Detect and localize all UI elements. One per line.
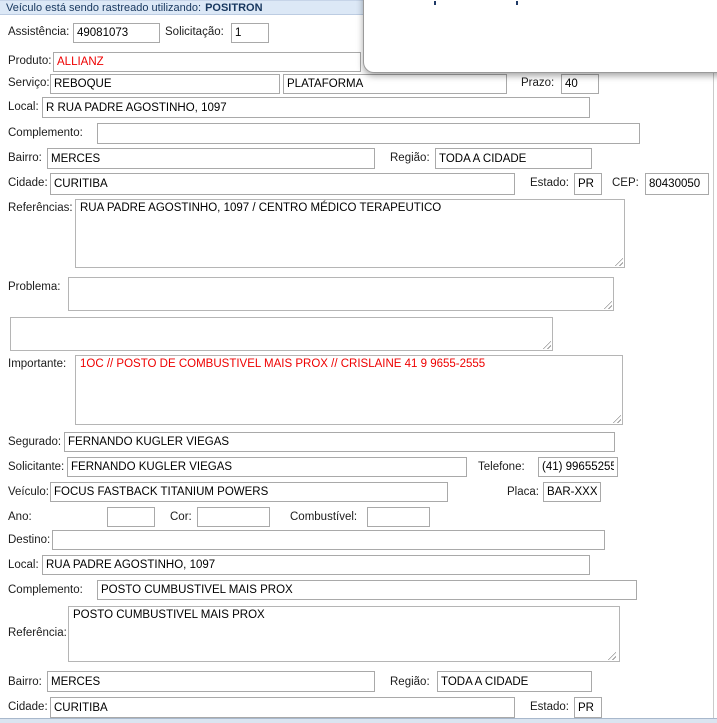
complemento-destino-label: Complemento: xyxy=(8,584,83,596)
destino-label: Destino: xyxy=(8,534,51,546)
combustivel-label: Combustível: xyxy=(290,511,358,523)
referencia-destino-textarea[interactable] xyxy=(68,606,620,662)
bairro-label: Bairro: xyxy=(8,152,42,164)
segurado-input[interactable] xyxy=(64,432,615,452)
bairro-input[interactable] xyxy=(47,148,375,169)
popup-text-remnant xyxy=(516,1,518,5)
local-input[interactable] xyxy=(42,97,590,118)
cep-input[interactable] xyxy=(645,173,709,195)
veiculo-input[interactable] xyxy=(50,482,448,502)
produto-input[interactable] xyxy=(53,52,361,72)
regiao-destino-input[interactable] xyxy=(437,671,592,692)
prazo-input[interactable] xyxy=(561,74,599,94)
referencias-label: Referências: xyxy=(8,202,73,214)
estado-label: Estado: xyxy=(530,177,569,189)
cep-label: CEP: xyxy=(612,177,639,189)
cor-label: Cor: xyxy=(170,511,192,523)
problema-textarea[interactable] xyxy=(68,277,614,311)
popup-text-remnant xyxy=(434,1,436,5)
combustivel-input[interactable] xyxy=(367,507,430,527)
importante-textarea[interactable] xyxy=(75,355,623,425)
produto-label: Produto: xyxy=(8,55,52,67)
solicitante-label: Solicitante: xyxy=(8,461,65,473)
solicitacao-input[interactable] xyxy=(231,23,269,43)
complemento-label: Complemento: xyxy=(8,127,83,139)
cidade-label: Cidade: xyxy=(8,177,48,189)
regiao-input[interactable] xyxy=(435,148,592,169)
form-right-border xyxy=(713,0,714,723)
estado-destino-label: Estado: xyxy=(530,701,569,713)
observacao-textarea[interactable] xyxy=(10,317,553,351)
assistencia-label: Assistência: xyxy=(8,26,70,38)
cidade-input[interactable] xyxy=(50,173,515,195)
servico-label: Serviço: xyxy=(8,77,50,89)
cidade-destino-label: Cidade: xyxy=(8,701,48,713)
bairro-destino-label: Bairro: xyxy=(8,676,42,688)
ano-label: Ano: xyxy=(8,511,32,523)
telefone-label: Telefone: xyxy=(478,461,525,473)
tracking-provider: POSITRON xyxy=(205,1,263,14)
placa-input[interactable] xyxy=(543,482,601,502)
popup-overlay xyxy=(363,0,717,73)
complemento-destino-input[interactable] xyxy=(97,580,637,600)
solicitante-input[interactable] xyxy=(67,457,467,477)
referencia-destino-label: Referência: xyxy=(8,627,67,639)
cidade-destino-input[interactable] xyxy=(50,697,515,718)
bairro-destino-input[interactable] xyxy=(47,671,375,692)
problema-label: Problema: xyxy=(8,281,61,293)
servico-input[interactable] xyxy=(50,74,280,94)
ano-input[interactable] xyxy=(107,507,155,527)
solicitacao-label: Solicitação: xyxy=(165,26,224,38)
segurado-label: Segurado: xyxy=(8,436,62,448)
estado-input[interactable] xyxy=(574,173,602,195)
complemento-input[interactable] xyxy=(97,123,640,144)
telefone-input[interactable] xyxy=(538,457,618,477)
estado-destino-input[interactable] xyxy=(574,697,602,718)
importante-label: Importante: xyxy=(8,358,67,370)
local-destino-label: Local: xyxy=(8,559,39,571)
local-destino-input[interactable] xyxy=(42,555,590,575)
prazo-label: Prazo: xyxy=(521,77,555,89)
cor-input[interactable] xyxy=(197,507,270,527)
bottom-panel-edge xyxy=(0,718,717,723)
regiao-destino-label: Região: xyxy=(390,676,430,688)
veiculo-label: Veículo: xyxy=(8,486,49,498)
destino-input[interactable] xyxy=(52,530,605,550)
assistencia-input[interactable] xyxy=(73,23,160,43)
servico-tipo-input[interactable] xyxy=(283,74,507,94)
referencias-textarea[interactable] xyxy=(75,199,625,268)
regiao-label: Região: xyxy=(390,152,430,164)
tracking-banner-text: Veículo está sendo rastreado utilizando: xyxy=(6,1,202,14)
placa-label: Placa: xyxy=(507,486,539,498)
local-label: Local: xyxy=(8,101,39,113)
